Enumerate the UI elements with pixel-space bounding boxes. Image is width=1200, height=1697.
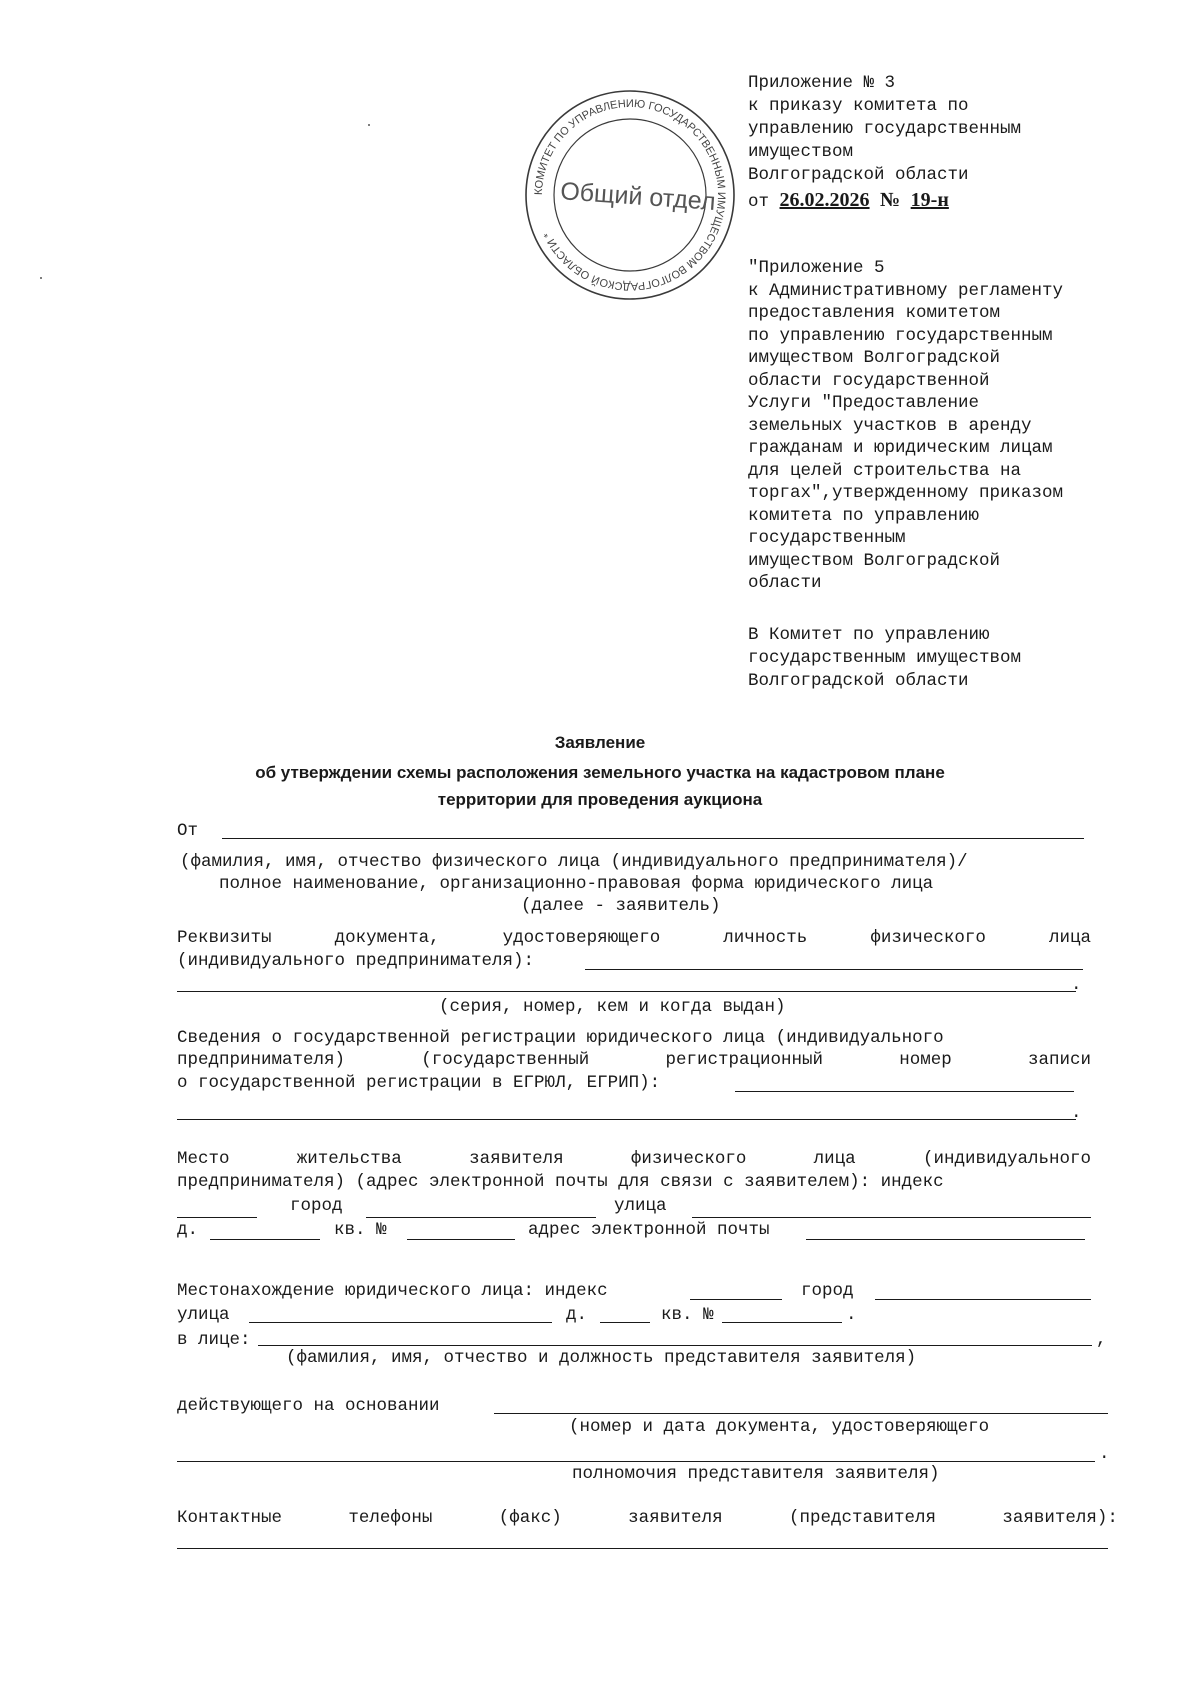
appendix-line-8: земельных участков в аренду bbox=[748, 415, 1032, 436]
residence-street-label: улица bbox=[614, 1196, 667, 1216]
addressee-line-3: Волгоградской области bbox=[748, 671, 969, 691]
location-period: . bbox=[846, 1305, 857, 1325]
order-prefix: от bbox=[748, 192, 770, 212]
contacts-input-line[interactable] bbox=[177, 1548, 1108, 1549]
id-doc-input-line-1[interactable] bbox=[585, 969, 1083, 970]
appendix-line-4: по управлению государственным bbox=[748, 325, 1053, 346]
header-line-3: управлению государственным bbox=[748, 119, 1022, 139]
residence-house-input[interactable] bbox=[210, 1239, 320, 1240]
location-house-label: д. bbox=[566, 1305, 588, 1325]
location-house-input[interactable] bbox=[600, 1322, 650, 1323]
reg-line-1: Сведения о государственной регистрации юридического лица (индивидуального bbox=[177, 1028, 944, 1048]
official-stamp bbox=[523, 88, 737, 302]
appendix-line-5: имуществом Волгоградской bbox=[748, 348, 1001, 368]
residence-apt-label: кв. № bbox=[334, 1220, 387, 1240]
location-apt-input[interactable] bbox=[722, 1322, 842, 1323]
appendix-line-11: торгах",утвержденному приказом bbox=[748, 483, 1064, 503]
id-doc-line-1: Реквизиты документа, удостоверяющего личность физического лица bbox=[177, 928, 1091, 948]
document-subtitle-1: об утверждении схемы расположения земельного участка на кадастровом плане bbox=[255, 763, 945, 782]
order-number-sign: № bbox=[880, 189, 901, 211]
residence-index-input[interactable] bbox=[177, 1217, 257, 1218]
appendix-line-15: области bbox=[748, 573, 822, 593]
represented-label: в лице: bbox=[177, 1330, 251, 1350]
stamp-center-text: Общий отдел bbox=[559, 177, 717, 216]
from-label: От bbox=[177, 821, 199, 841]
location-street-label: улица bbox=[177, 1305, 230, 1325]
document-title: Заявление bbox=[554, 733, 646, 752]
basis-label: действующего на основании bbox=[177, 1396, 440, 1416]
from-caption-2: полное наименование, организационно-правовая форма юридического лица bbox=[219, 874, 934, 894]
addressee-line-1: В Комитет по управлению bbox=[748, 625, 990, 645]
basis-period: . bbox=[1099, 1444, 1110, 1464]
reg-period: . bbox=[1071, 1103, 1082, 1123]
basis-caption-2: полномочия представителя заявителя) bbox=[572, 1464, 940, 1484]
scan-speck bbox=[40, 277, 42, 279]
basis-input-line-1[interactable] bbox=[494, 1413, 1108, 1414]
location-city-label: город bbox=[801, 1281, 854, 1301]
residence-line-2: предпринимателя) (адрес электронной почты для связи с заявителем): индекс bbox=[177, 1172, 944, 1192]
basis-input-line-2[interactable] bbox=[177, 1461, 1095, 1462]
appendix-line-9: гражданам и юридическим лицам bbox=[748, 438, 1053, 458]
from-input-line[interactable] bbox=[222, 838, 1084, 839]
order-number: 19-н bbox=[910, 189, 949, 211]
id-doc-caption: (серия, номер, кем и когда выдан) bbox=[439, 997, 786, 1017]
represented-input-line[interactable] bbox=[258, 1345, 1092, 1346]
residence-line-1: Место жительства заявителя физического лица (индивидуального bbox=[177, 1149, 1091, 1169]
represented-comma: , bbox=[1096, 1330, 1107, 1350]
residence-apt-input[interactable] bbox=[407, 1239, 515, 1240]
appendix-line-6: области государственной bbox=[748, 370, 990, 391]
appendix-line-7: Услуги "Предоставление bbox=[748, 393, 980, 413]
contacts-line: Контактные телефоны (факс) заявителя (представителя заявителя): bbox=[177, 1508, 1118, 1528]
document-subtitle-2: территории для проведения аукциона bbox=[437, 790, 763, 809]
appendix-line-1: "Приложение 5 bbox=[748, 258, 885, 278]
residence-city-label: город bbox=[290, 1196, 343, 1216]
reg-line-3: о государственной регистрации в ЕГРЮЛ, ЕГРИП): bbox=[177, 1073, 661, 1093]
header-line-2: к приказу комитета по bbox=[748, 96, 969, 116]
residence-email-label: адрес электронной почты bbox=[528, 1220, 770, 1240]
location-index-input[interactable] bbox=[690, 1299, 782, 1300]
from-caption-3: (далее - заявитель) bbox=[521, 896, 721, 916]
basis-caption-1: (номер и дата документа, удостоверяющего bbox=[569, 1417, 990, 1437]
represented-caption: (фамилия, имя, отчество и должность представителя заявителя) bbox=[286, 1348, 917, 1368]
location-apt-label: кв. № bbox=[661, 1305, 714, 1325]
location-city-input[interactable] bbox=[875, 1299, 1091, 1300]
reg-line-2: предпринимателя) (государственный регистрационный номер записи bbox=[177, 1050, 1091, 1070]
header-line-5: Волгоградской области bbox=[748, 165, 969, 185]
reg-input-line-1[interactable] bbox=[735, 1091, 1074, 1092]
location-street-input[interactable] bbox=[249, 1322, 552, 1323]
appendix-line-3: предоставления комитетом bbox=[748, 303, 1001, 323]
id-doc-line-2: (индивидуального предпринимателя): bbox=[177, 951, 535, 971]
appendix-line-13: государственным bbox=[748, 528, 906, 548]
id-doc-input-line-2[interactable] bbox=[177, 991, 1076, 992]
header-line-4: имуществом bbox=[748, 142, 854, 162]
residence-city-input[interactable] bbox=[366, 1217, 596, 1218]
scan-speck bbox=[368, 124, 370, 126]
reg-input-line-2[interactable] bbox=[177, 1119, 1076, 1120]
order-date: 26.02.2026 bbox=[779, 189, 870, 211]
id-doc-period: . bbox=[1071, 975, 1082, 995]
addressee-line-2: государственным имуществом bbox=[748, 648, 1022, 668]
residence-street-input[interactable] bbox=[692, 1217, 1091, 1218]
appendix-line-10: для целей строительства на bbox=[748, 460, 1022, 481]
appendix-line-12: комитета по управлению bbox=[748, 505, 980, 526]
residence-house-label: д. bbox=[177, 1220, 199, 1240]
residence-email-input[interactable] bbox=[806, 1239, 1085, 1240]
order-reference bbox=[748, 189, 949, 214]
header-line-1: Приложение № 3 bbox=[748, 73, 896, 93]
stamp-ring-text: КОМИТЕТ ПО УПРАВЛЕНИЮ ГОСУДАРСТВЕННЫМ ИМУЩЕСТВОМ ВОЛГОГРАДСКОЙ ОБЛАСТИ * bbox=[532, 97, 728, 293]
appendix-line-2: к Административному регламенту bbox=[748, 280, 1064, 301]
from-caption-1: (фамилия, имя, отчество физического лица (индивидуального предпринимателя)/ bbox=[180, 852, 968, 872]
appendix-line-14: имуществом Волгоградской bbox=[748, 550, 1001, 571]
location-label: Местонахождение юридического лица: индекс bbox=[177, 1281, 608, 1301]
